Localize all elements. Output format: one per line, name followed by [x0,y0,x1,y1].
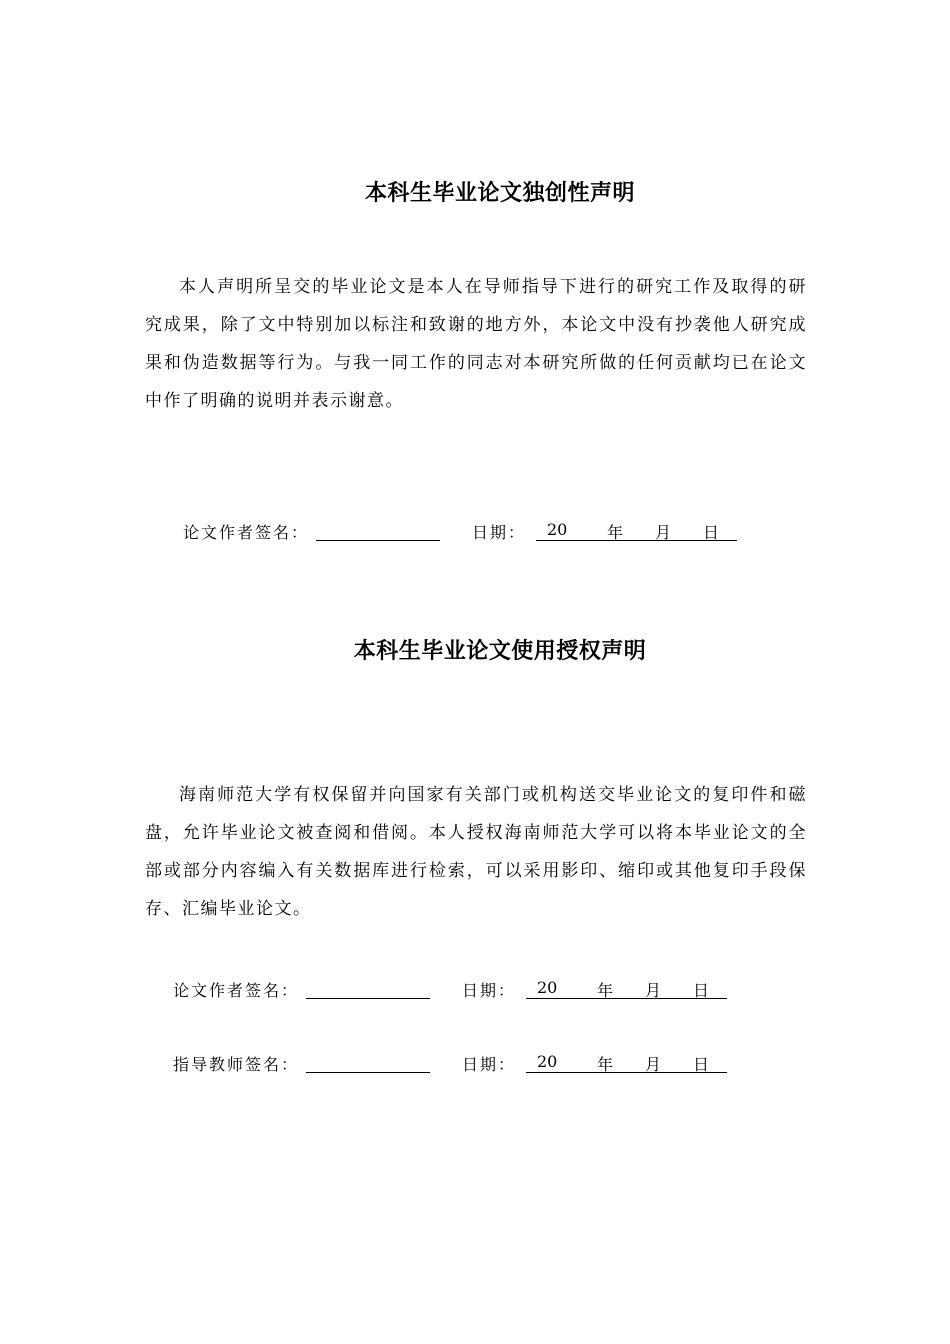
author-signature-blank[interactable] [316,520,440,541]
authorization-declaration-title: 本科生毕业论文使用授权声明 [353,639,647,664]
date-year-unit: 年 [597,981,614,1000]
date-day-unit: 日 [693,981,710,1000]
originality-declaration-title: 本科生毕业论文独创性声明 [364,181,635,206]
date-year-prefix: 20 [547,520,568,539]
originality-declaration-paragraph: 本人声明所呈交的毕业论文是本人在导师指导下进行的研究工作及取得的研究成果，除了文中特别加以标注和致谢的地方外，本论文中没有抄袭他人研究成果和伪造数据等行为。与我一同工作的同志对本研究所做的任何贡献均已在论文中作了明确的说明并表示谢意。 [145,277,807,411]
advisor-signature-blank[interactable] [306,1052,430,1073]
date-label: 日期： [462,981,517,1000]
date-day-unit: 日 [693,1055,710,1074]
date-month-unit: 月 [655,523,672,542]
authorization-advisor-signature-row [173,1052,773,1078]
date-year-unit: 年 [607,523,624,542]
originality-signature-row [183,520,783,546]
authorization-author-signature-row [173,978,773,1004]
date-year-prefix: 20 [537,1052,558,1071]
date-month-unit: 月 [645,1055,662,1074]
date-label: 日期： [462,1055,517,1074]
date-year-unit: 年 [597,1055,614,1074]
date-month-unit: 月 [645,981,662,1000]
advisor-signature-label: 指导教师签名： [173,1055,300,1074]
author-signature-blank[interactable] [306,978,430,999]
date-label: 日期： [472,523,527,542]
date-year-prefix: 20 [537,978,558,997]
author-signature-label: 论文作者签名： [173,981,300,1000]
author-signature-label: 论文作者签名： [183,523,310,542]
date-day-unit: 日 [703,523,720,542]
authorization-declaration-paragraph: 海南师范大学有权保留并向国家有关部门或机构送交毕业论文的复印件和磁盘，允许毕业论文被查阅和借阅。本人授权海南师范大学可以将本毕业论文的全部或部分内容编入有关数据库进行检索，可以采用影印、缩印或其他复印手段保存、汇编毕业论文。 [145,785,807,919]
